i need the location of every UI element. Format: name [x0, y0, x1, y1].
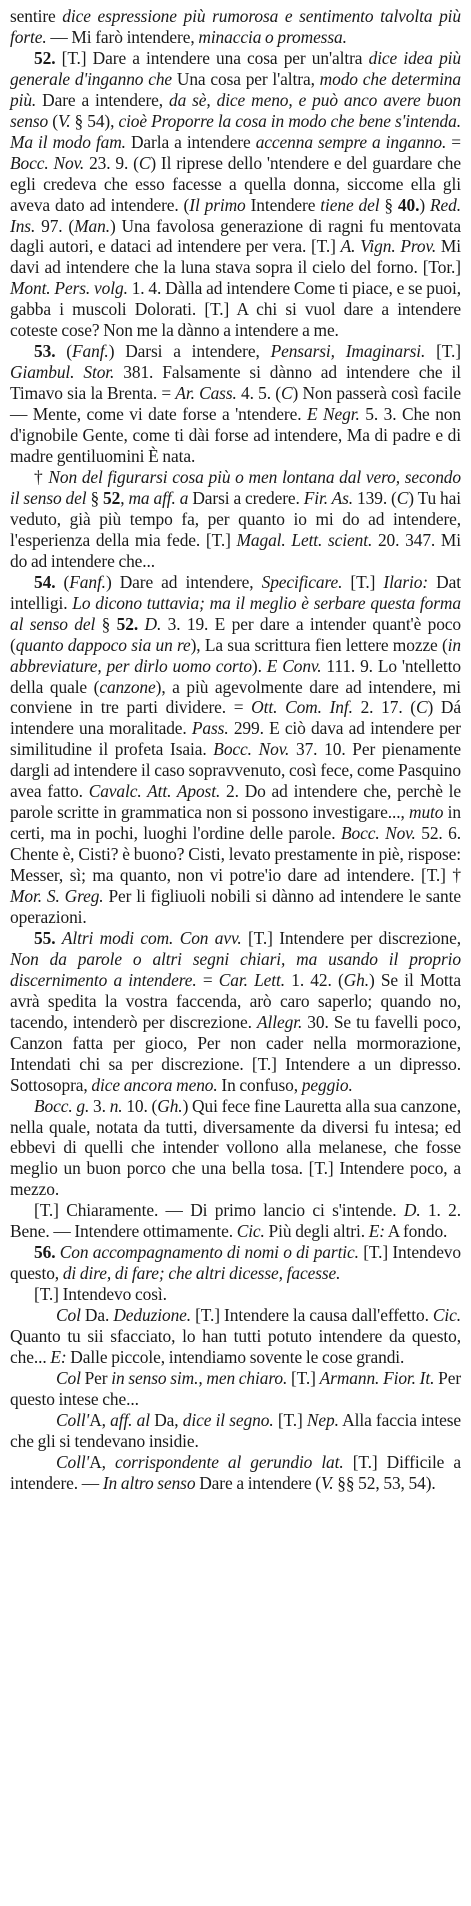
entry-52: 52. [T.] Dare a intendere una cosa per un'altra dice idea più generale d'inganno che Una cosa per l'altra, modo che determina più. Dare a intendere, da sè, dice meno, e può anco avere buon senso (V. § 54), cioè Proporre la cosa in modo che bene s'intenda. Ma il modo fam. Darla a intendere accenna sempre a inganno. = Bocc. Nov. 23. 9. (C) Il riprese dello 'ntendere e del guardare che egli credeva che esso facesse a quella donna, siccome ella gli aveva dato ad intendere. (Il primo Intendere tiene del § 40.) Red. Ins. 97. (Man.) Una favolosa generazione di ragni fu mentovata dagli autori, e dataci ad intendere per vera. [T.] A. Vign. Prov. Mi davi ad intendere che la luna stava sopra il cielo del forno. [Tor.] Mont. Pers. volg. 1. 4. Dàlla ad intendere Come ti piace, e se puoi, gabba i muscoli Dolorati. [T.] A chi si vuol dare a intendere coteste cose? Non me la dànno a intendere a me. — [10, 47, 462, 341]
entry-56-da: Col Da. Deduzione. [T.] Intendere la causa dall'effetto. Cic. Quanto tu sii sfacciato, lo han tutti potuto intendere da questo, che... E: Dalle piccole, intendiamo sovente le cose grandi. — [10, 1305, 461, 1367]
paragraph-continuation: sentire dice espressione più rumorosa e sentimento talvolta più forte. — Mi farò intendere, minaccia o promessa. — [10, 6, 461, 47]
entry-53: 53. (Fanf.) Darsi a intendere, Pensarsi, Imaginarsi. [T.] Giambul. Stor. 381. Falsamente si dànno ad intendere che il Timavo sia la Brenta. = Ar. Cass. 4. 5. (C) Non passerà così facile — Mente, come vi date forse a 'ntendere. E Negr. 5. 3. Che non d'ignobile Gente, come ti dài forse ad intendere, Ma di padre e di madre gentiluomini È nata. — [10, 341, 462, 467]
entry-56-a-segno: Coll'A, aff. al Da, dice il segno. [T.] Nep. Alla faccia intese che gli si tendevano insidie. — [10, 1409, 462, 1451]
entry-55-chiaramente: [T.] Chiaramente. — Di primo lancio ci s'intende. D. 1. 2. Bene. — Intendere ottimamente. Cic. Più degli altri. E: A fondo. — [10, 1200, 461, 1242]
entry-53-note: † Non del figurarsi cosa più o men lontana dal vero, secondo il senso del § 52, ma aff. a Darsi a credere. Fir. As. 139. (C) Tu hai veduto, già più tempo fa, per quanto io mi do ad intendere, l'esperienza della mia fede. [T.] Magal. Lett. scient. 20. 347. Mi do ad intendere che... — [10, 466, 461, 571]
entry-55: 55. Altri modi com. Con avv. [T.] Intendere per discrezione, Non da parole o altri segni chiari, ma usando il proprio discernimento a intendere. = Car. Lett. 1. 42. (Gh.) Se il Motta avrà spedita la vostra faccenda, arò caro saperlo; quando no, tacendo, intenderò per discrezione. Allegr. 30. Se tu favelli poco, Canzon fatta per gioco, Per non cader nella mormorazione, Intendati chi sa per discrezione. [T.] Intendere a un dipresso. Sottosopra, dice ancora meno. In confuso, peggio. — [10, 927, 461, 1095]
entry-56-per: Col Per in senso sim., men chiaro. [T.] Armann. Fior. It. Per questo intese che... — [10, 1367, 462, 1409]
entry-56-a-gerundio: Coll'A, corrispondente al gerundio lat. [T.] Difficile a intendere. — In altro senso Dare a intendere (V. §§ 52, 53, 54). — [10, 1451, 461, 1493]
entry-54: 54. (Fanf.) Dare ad intendere, Specificare. [T.] Ilario: Dat intelligi. Lo dicono tuttavia; ma il meglio è serbare questa forma al senso del § 52. D. 3. 19. E per dare a intender quant'è poco (quanto dappoco sia un re), La sua scrittura fien lettere mozze (in abbreviature, per dirlo uomo corto). E Conv. 111. 9. Lo 'ntelletto della quale (canzone), a più agevolmente dare ad intendere, mi conviene in tre parti dividere. = Ott. Com. Inf. 2. 17. (C) Dá intendere una moralitade. Pass. 299. E ciò dava ad intendere per similitudine il profeta Isaia. Bocc. Nov. 37. 10. Per pienamente dargli ad intendere il caso sopravvenuto, così fece, come Pasquino avea fatto. Cavalc. Att. Apost. 2. Do ad intendere che, perchè le parole scritte in grammatica non si possono investigare..., muto in certi, ma in pochi, luoghi l'ordine delle parole. Bocc. Nov. 52. 6. Chente è, Cisti? è buono? Cisti, levato prestamente in piè, rispose: Messer, sì; ma quanto, non vi potre'io dare ad intendere. [T.] † Mor. S. Greg. Per li figliuoli nobili si dànno ad intendere le sante operazioni. — [10, 571, 462, 927]
text-column — [10, 6, 461, 1494]
entry-56-cosi: [T.] Intendevo così. — [34, 1284, 167, 1305]
entry-55-boccaccio: Bocc. g. 3. n. 10. (Gh.) Qui fece fine Lauretta alla sua canzone, nella quale, notata da tutti, diversamente da diversi fu intesa; ed ebbevi di quelli che intender vollono alla melanese, che fosse meglio un buon porco che una bella tosa. [T.] Intendere poco, a mezzo. — [10, 1095, 461, 1200]
entry-56: 56. Con accompagnamento di nomi o di partic. [T.] Intendevo questo, di dire, di fare; che altri dicesse, facesse. — [10, 1242, 461, 1284]
